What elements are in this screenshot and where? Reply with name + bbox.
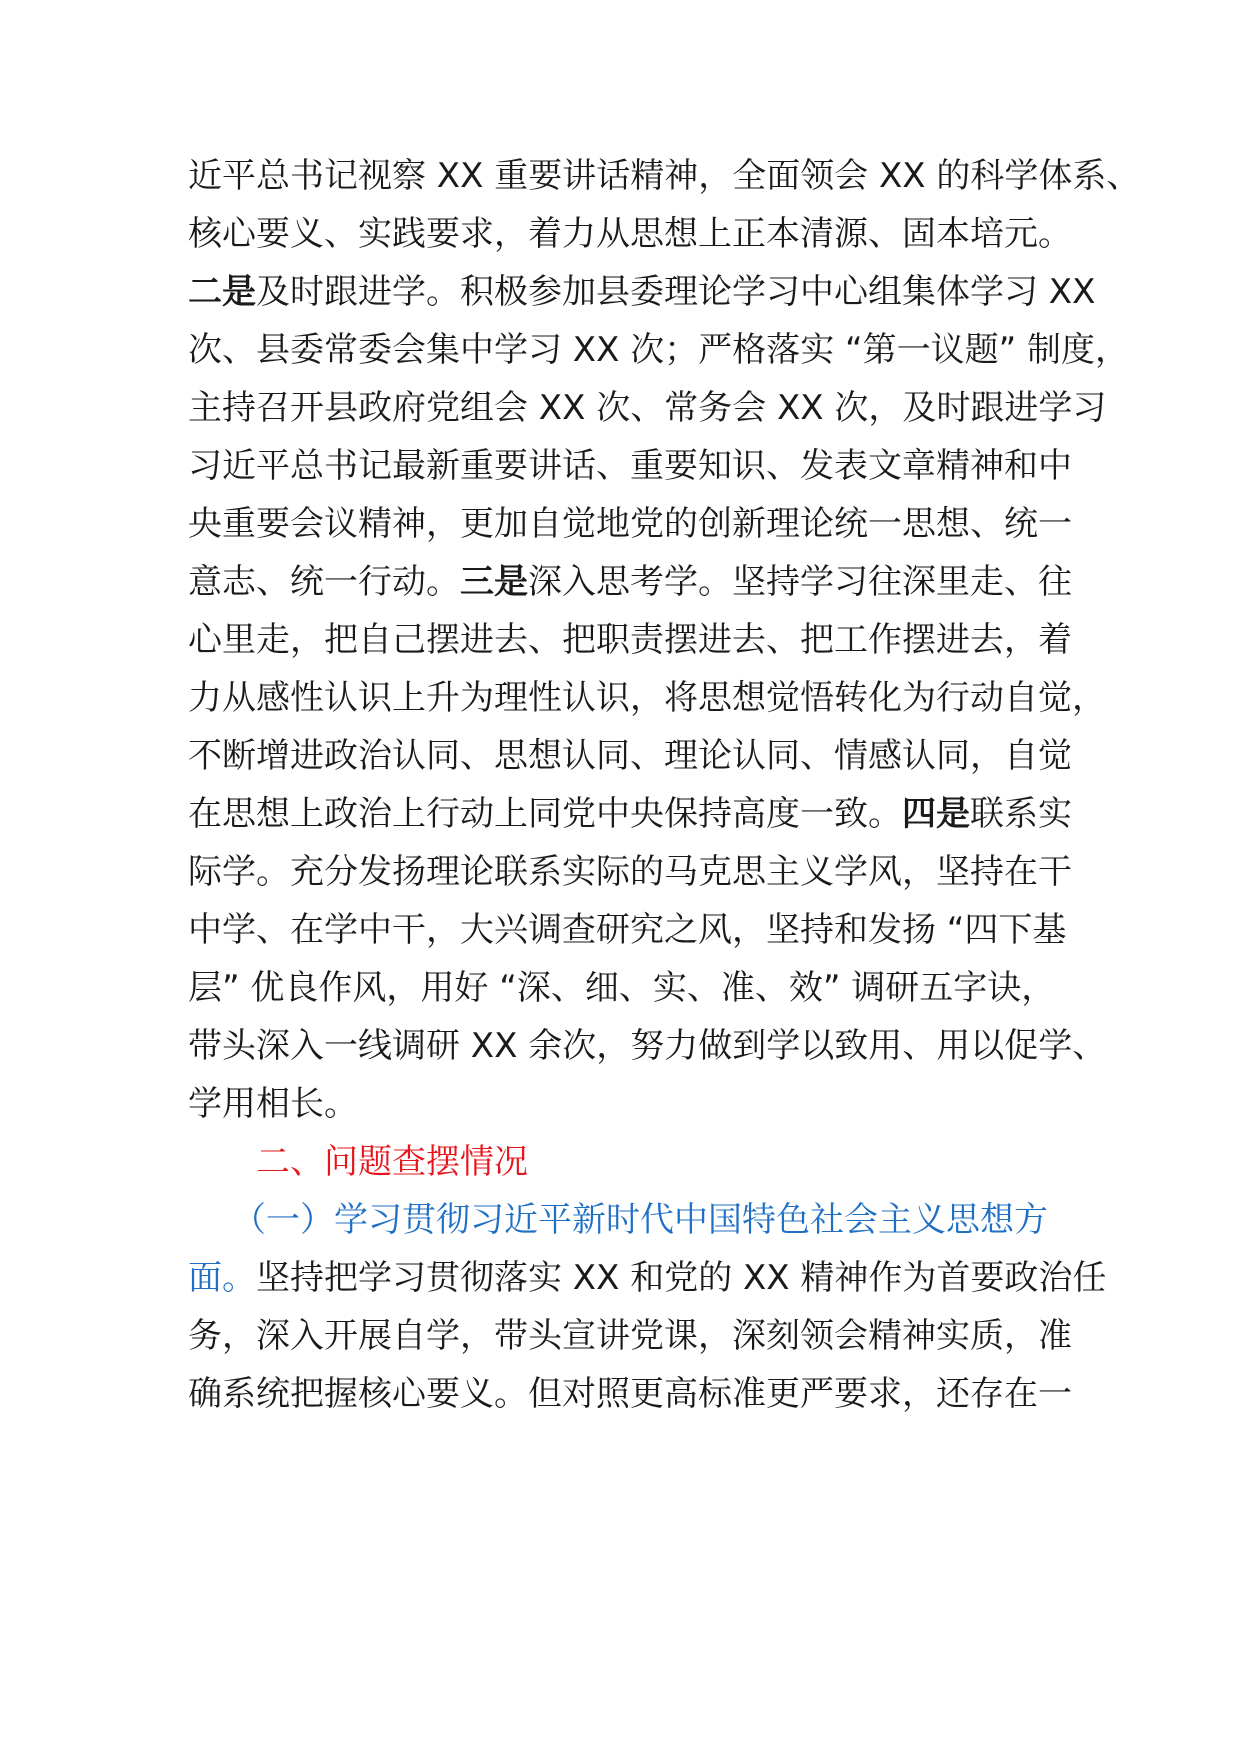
body-line: 际学。充分发扬理论联系实际的马克思主义学风，坚持在干 (188, 852, 1072, 892)
body-line: 近平总书记视察 XX 重要讲话精神，全面领会 XX 的科学体系、 (188, 156, 1141, 196)
bold-marker: 四是 (902, 794, 970, 834)
body-line: 主持召开县政府党组会 XX 次、常务会 XX 次，及时跟进学习 (188, 388, 1107, 428)
body-line: 央重要会议精神，更加自觉地党的创新理论统一思想、统一 (188, 504, 1072, 544)
body-line: 意志、统一行动。三是深入思考学。坚持学习往深里走、往 (188, 562, 1072, 602)
body-line: 学用相长。 (188, 1084, 358, 1124)
body-line: 中学、在学中干，大兴调查研究之风，坚持和发扬 “四下基 (188, 910, 1067, 950)
bold-marker: 三是 (460, 562, 528, 602)
body-line: 力从感性认识上升为理性认识，将思想觉悟转化为行动自觉， (188, 678, 1106, 718)
body-line: 次、县委常委会集中学习 XX 次；严格落实 “第一议题” 制度， (188, 330, 1130, 370)
body-line: 核心要义、实践要求，着力从思想上正本清源、固本培元。 (188, 214, 1072, 254)
body-line: 确系统把握核心要义。但对照更高标准更严要求，还存在一 (188, 1374, 1072, 1414)
subsection-heading-end: 面。 (188, 1258, 256, 1298)
body-line: 带头深入一线调研 XX 余次，努力做到学以致用、用以促学、 (188, 1026, 1107, 1066)
section-heading: 二、问题查摆情况 (256, 1142, 528, 1182)
body-line: 习近平总书记最新重要讲话、重要知识、发表文章精神和中 (188, 446, 1072, 486)
body-line: 在思想上政治上行动上同党中央保持高度一致。四是联系实 (188, 794, 1072, 834)
subsection-heading: （一）学习贯彻习近平新时代中国特色社会主义思想方 (232, 1200, 1048, 1240)
body-line: 务，深入开展自学，带头宣讲党课，深刻领会精神实质，准 (188, 1316, 1072, 1356)
body-line: 不断增进政治认同、思想认同、理论认同、情感认同，自觉 (188, 736, 1072, 776)
body-line: 面。坚持把学习贯彻落实 XX 和党的 XX 精神作为首要政治任 (188, 1258, 1107, 1298)
bold-marker: 二是 (188, 272, 256, 312)
body-line: 心里走，把自己摆进去、把职责摆进去、把工作摆进去，着 (188, 620, 1072, 660)
body-line: 二是及时跟进学。积极参加县委理论学习中心组集体学习 XX (188, 272, 1096, 312)
body-line: 层” 优良作风，用好 “深、细、实、准、效” 调研五字诀， (188, 968, 1056, 1008)
